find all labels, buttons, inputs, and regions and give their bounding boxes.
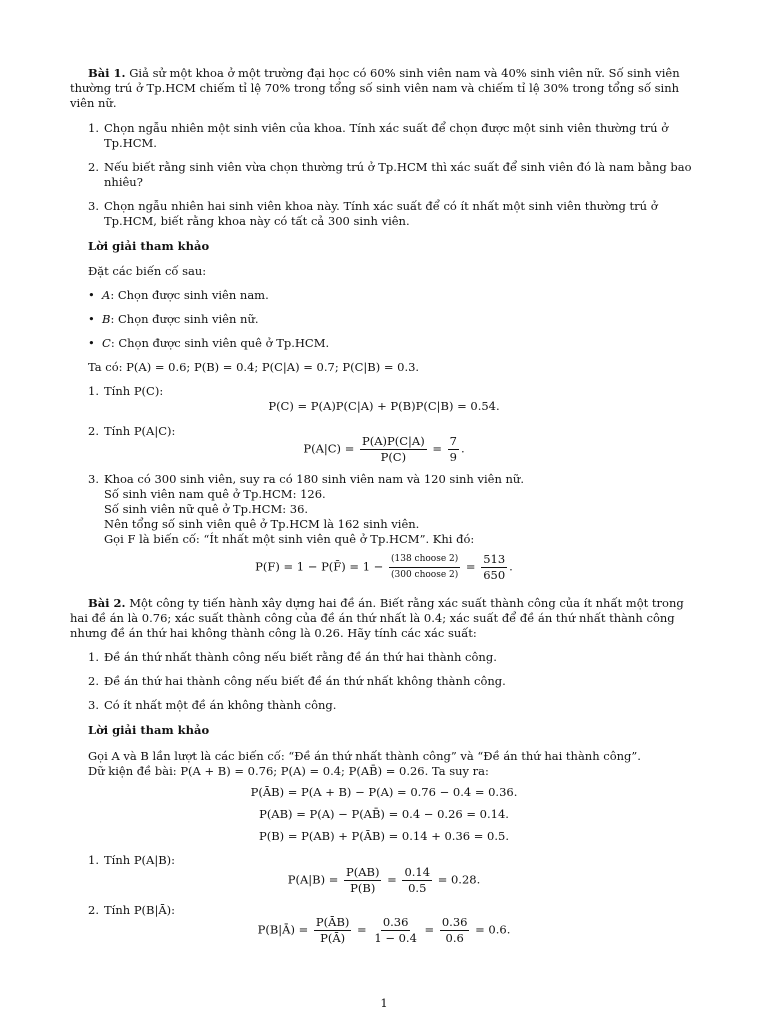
item-text: Đề án thứ nhất thành công nếu biết rằng đề án thứ hai thành công.: [104, 650, 497, 664]
events-intro: Đặt các biến cố sau:: [88, 264, 207, 278]
item-text: Chọn ngẫu nhiên một sinh viên của khoa. Tính xác suất để chọn được một sinh viên thường trú ở Tp.HCM.: [104, 121, 669, 150]
text-line: Số sinh viên nam quê ở Tp.HCM: 126.: [104, 487, 326, 501]
item-text: Nếu biết rằng sinh viên vừa chọn thường trú ở Tp.HCM thì xác suất để sinh viên đó là nam bằng bao nhiêu?: [104, 160, 692, 189]
equation: P(C) = P(A)P(C|A) + P(B)P(C|B) = 0.54.: [268, 399, 500, 413]
equation: P(F) = 1 − P(F̄) = 1 − $\frac{\text{(138 choose 2)}}{\text{(300 choose 2)}}$ = $\frac{513}{650}$ .: [255, 552, 513, 582]
given-values: Ta có: P(A) = 0.6; P(B) = 0.4; P(C|A) = 0.7; P(C|B) = 0.3.: [88, 360, 420, 374]
item-text: Có ít nhất một đề án không thành công.: [104, 698, 337, 712]
equation: P(B|Ā) = $\frac{P(ĀB)}{P(Ā)}$ = $\frac{0.36}{1 - 0.4}$ = $\frac{0.36}{0.6}$ = 0.6.: [257, 915, 511, 945]
list-item: • B: Chọn được sinh viên nữ.: [88, 312, 259, 326]
list-item: [70, 199, 698, 229]
item-text: Chọn ngẫu nhiên hai sinh viên khoa này. Tính xác suất để có ít nhất một sinh viên thường trú ở Tp.HCM, biết rằng khoa này có tất cả 300 sinh viên.: [104, 199, 658, 228]
list-item: 2. Tính P(B|Ā): P(B|Ā) = $\frac{P(ĀB)}{P(Ā)}$ = $\frac{0.36}{1 - 0.4}$ = $\frac{0.36}{0.6}$ = 0.6.: [70, 903, 698, 945]
event-symbol: C: [102, 336, 111, 350]
problem-1-text: Giả sử một khoa ở một trường đại học có 60% sinh viên nam và 40% sinh viên nữ. Số sinh viên thường trú ở Tp.HCM chiếm tỉ lệ 70% trong tổng số sinh viên nam và chiếm tỉ lệ 30% trong tổng số sinh viên nữ.: [70, 66, 680, 110]
fraction: $\frac{\text{(138 choose 2)}}{\text{(300 choose 2)}}$: [390, 554, 459, 580]
equation: P(A|C) = $\frac{P(A)P(C|A)}{P(C)}$ = $\frac{7}{9}$ .: [303, 434, 465, 464]
list-item: 3. Có ít nhất một đề án không thành công.: [88, 698, 337, 712]
step-label: Tính P(C):: [104, 384, 164, 398]
list-item: 2. Đề án thứ hai thành công nếu biết đề án thứ nhất không thành công.: [88, 674, 506, 688]
fraction: $\frac{7}{9}$: [449, 434, 457, 464]
problem-1-questions: [70, 121, 698, 229]
event-text: : Chọn được sinh viên quê ở Tp.HCM.: [110, 336, 330, 350]
problem-2-solution-steps: [70, 853, 698, 945]
list-item: • A: Chọn được sinh viên nam.: [88, 288, 269, 302]
events-list: [88, 288, 698, 351]
item-number: 1.: [88, 121, 99, 135]
item-number: 3.: [88, 199, 99, 213]
text-line: Khoa có 300 sinh viên, suy ra có 180 sinh viên nam và 120 sinh viên nữ.: [104, 472, 524, 486]
problem-2-text: Một công ty tiến hành xây dựng hai đề án. Biết rằng xác suất thành công của ít nhất một trong hai đề án là 0.76; xác suất thành công của đề án thứ nhất là 0.4; xác suất để đề án thứ nhất thành công nhưng đề án thứ hai không thành công là 0.26. Hãy tính các xác suất:: [70, 596, 684, 640]
fraction: $\frac{513}{650}$: [483, 552, 506, 582]
page-content: [70, 66, 698, 945]
fraction: $\frac{P(A)P(C|A)}{P(C)}$: [361, 434, 425, 464]
solution-heading: Lời giải tham khảo: [88, 239, 210, 253]
list-item: 1. Đề án thứ nhất thành công nếu biết rằng đề án thứ hai thành công.: [88, 650, 497, 664]
item-number: 2.: [88, 160, 99, 174]
solution-heading: Lời giải tham khảo: [88, 723, 210, 737]
list-item: 1. Tính P(A|B): P(A|B) = $\frac{P(AB)}{P(B)}$ = $\frac{0.14}{0.5}$ = 0.28.: [70, 853, 698, 895]
problem-1-solution-steps: [70, 384, 698, 582]
eq-lhs: P(F) = 1 − P(F̄) = 1 −: [255, 559, 384, 574]
list-item: 3. Khoa có 300 sinh viên, suy ra có 180 sinh viên nam và 120 sinh viên nữ. Số sinh viên nam quê ở Tp.HCM: 126. Số sinh viên nữ quê ở Tp.HCM: 36. Nên tổng số sinh viên quê ở Tp.HCM là 162 sinh viên. Gọi F là biến cố: “Ít nhất một sinh viên quê ở Tp.HCM”. Khi đó: P(F) = 1 − P(F̄) = 1 − $\frac{\text{(138 choose 2)}}{\text{(300 choose 2)}}$ = $\frac{513}{650}$ .: [70, 472, 698, 582]
list-item: • C: Chọn được sinh viên quê ở Tp.HCM.: [88, 336, 330, 350]
step-label: Tính P(A|C):: [104, 424, 176, 438]
equation: P(A|B) = $\frac{P(AB)}{P(B)}$ = $\frac{0.14}{0.5}$ = 0.28.: [287, 865, 481, 895]
step-label: Tính P(A|B):: [104, 853, 176, 867]
step-label: Tính P(B|Ā):: [104, 903, 176, 917]
text-line: Nên tổng số sinh viên quê ở Tp.HCM là 162 sinh viên.: [104, 517, 420, 531]
problem-1-statement: [70, 66, 698, 111]
item-text: Đề án thứ hai thành công nếu biết đề án thứ nhất không thành công.: [104, 674, 506, 688]
solution-intro: Gọi A và B lần lượt là các biến cố: “Đề án thứ nhất thành công” và “Đề án thứ hai thành công”. Dữ kiện đề bài: P(A + B) = 0.76; P(A) = 0.4; P(AB̄) = 0.26. Ta suy ra:: [88, 749, 641, 778]
equation: P(AB) = P(A) − P(AB̄) = 0.4 − 0.26 = 0.14.: [259, 807, 509, 821]
equation: P(B) = P(AB) + P(ĀB) = 0.14 + 0.36 = 0.5.: [259, 829, 509, 843]
equation: P(ĀB) = P(A + B) − P(A) = 0.76 − 0.4 = 0.36.: [250, 785, 518, 799]
problem-2-statement: [70, 596, 698, 641]
text-line: Gọi F là biến cố: “Ít nhất một sinh viên quê ở Tp.HCM”. Khi đó:: [104, 532, 475, 546]
list-item: [70, 160, 698, 190]
problem-2-heading: Bài 2.: [88, 596, 126, 610]
list-item: 1. Tính P(C): P(C) = P(A)P(C|A) + P(B)P(C|B) = 0.54.: [70, 384, 698, 414]
text-line: Số sinh viên nữ quê ở Tp.HCM: 36.: [104, 502, 309, 516]
eq-lhs: P(A|C) =: [303, 441, 355, 456]
event-symbol: A: [102, 288, 111, 302]
event-text: : Chọn được sinh viên nữ.: [110, 312, 259, 326]
list-item: [70, 121, 698, 151]
problem-2-questions: [70, 650, 698, 713]
page-number: 1: [380, 996, 388, 1010]
event-symbol: B: [102, 312, 111, 326]
event-text: : Chọn được sinh viên nam.: [110, 288, 269, 302]
problem-1-heading: Bài 1.: [88, 66, 126, 80]
list-item: 2. Tính P(A|C): P(A|C) = $\frac{P(A)P(C|A)}{P(C)}$ = $\frac{7}{9}$ .: [70, 424, 698, 464]
